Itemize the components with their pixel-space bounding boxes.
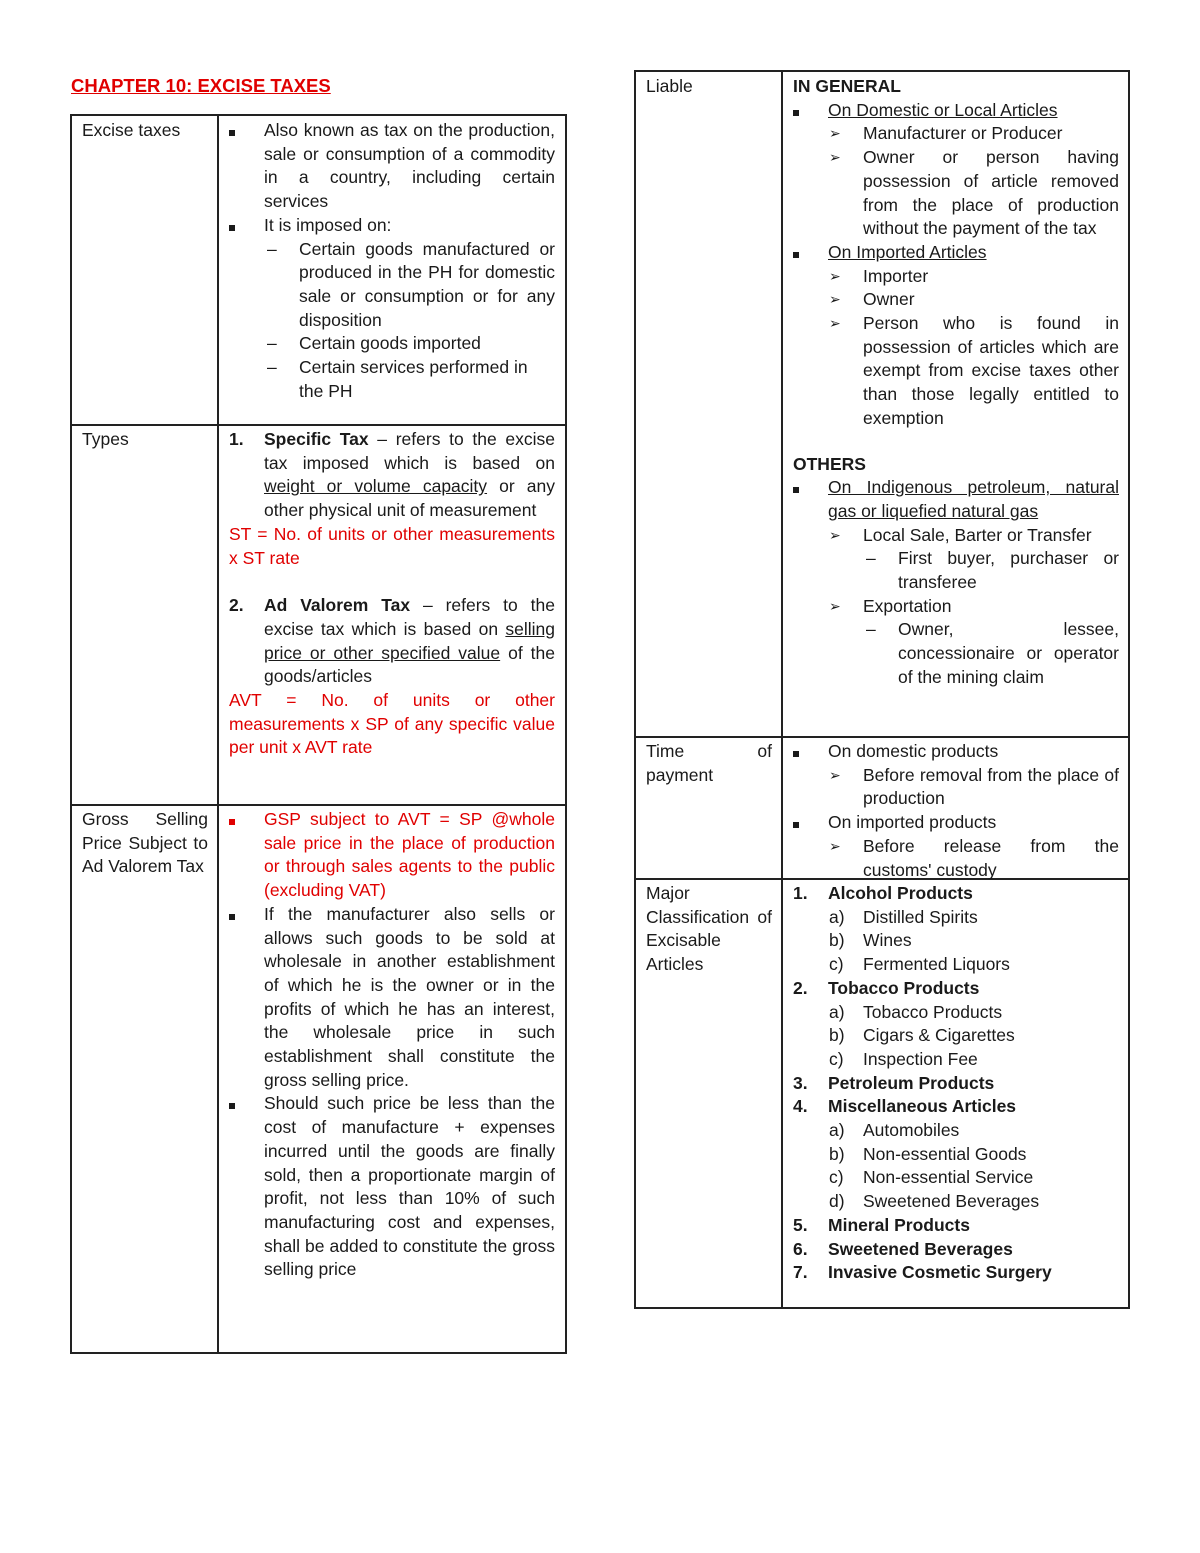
bullet-icon	[229, 914, 235, 920]
imposed-item: Certain goods manufactured or produced in the PH for domestic sale or consumption or for any disposition	[299, 238, 555, 330]
bullet-icon	[793, 751, 799, 757]
arrow-bullet-icon: ➢	[829, 149, 841, 166]
liable-label: Liable	[646, 76, 693, 96]
left-table	[70, 114, 567, 1354]
arrow-bullet-icon: ➢	[829, 526, 841, 543]
classification-title: Miscellaneous Articles	[828, 1096, 1017, 1117]
classification-subitem: a) Distilled Spirits	[829, 906, 978, 927]
avt-formula: AVT = No. of units or other measurements x SP of any specific value per unit x AVT rate	[229, 690, 555, 758]
bullet-icon	[229, 1103, 235, 1109]
classification-title: Mineral Products	[828, 1214, 970, 1235]
liable-content: IN GENERAL On Domestic or Local Articles ➢ Manufacturer or Producer ➢ Owner or person having possession of article removed from the place of production without the payment of the tax On Imported Articles ➢ Importer ➢ Owner ➢ Person who is found in possession of articles which are exempt from excise taxes other than those legally entitled to exemption OTHERS On Indigenous petroleum, natural gas or liquefied natural gas ➢ Local Sale, Barter or Transfer – First buyer, purchaser or transferee ➢ Exportation – Owner, lessee, concessionaire or operator of the mining claim	[793, 76, 1119, 687]
classification-item: 4. Miscellaneous Articles	[793, 1096, 1017, 1117]
arrow-bullet-icon: ➢	[829, 291, 841, 308]
classification-title: Tobacco Products	[828, 977, 980, 998]
bullet-icon	[793, 822, 799, 828]
classification-subitem: b) Wines	[829, 930, 912, 951]
bullet-icon	[229, 819, 235, 825]
time-of-payment-content: On domestic products ➢ Before removal from the place of production On imported products ➢ Before release from the customs' custody	[793, 740, 1119, 882]
classification-title: Invasive Cosmetic Surgery	[828, 1262, 1052, 1283]
classification-subitem: d) Sweetened Beverages	[829, 1191, 1040, 1212]
types-content: 1. Specific Tax – refers to the excise tax imposed which is based on weight or volume capacity or any other physical unit of measurement ST = No. of units or other measurements x ST rate 2. Ad Valorem Tax – refers to the excise tax which is based on selling price or other specified value of the goods/articles AVT = No. of units or other measurements x SP of any specific value per unit x AVT rate	[229, 428, 555, 760]
classification-subitem: c) Inspection Fee	[829, 1048, 978, 1069]
excise-taxes-content: Also known as tax on the production, sale or consumption of a commodity in a country, including certain services It is imposed on: – Certain goods manufactured or produced in the PH for domestic sale or consumption or for any disposition – Certain goods imported – Certain services performed in the PH	[229, 119, 555, 403]
gsp-formula: GSP subject to AVT = SP @whole sale price in the place of production or through sales agents to the public (excluding VAT)	[264, 809, 555, 901]
classification-title: Petroleum Products	[828, 1072, 995, 1093]
bullet-icon	[793, 110, 799, 116]
imposed-item: Certain services performed in the PH	[299, 357, 528, 401]
chapter-title: CHAPTER 10: EXCISE TAXES	[71, 75, 331, 96]
bullet-icon	[793, 487, 799, 493]
classification-subitem: c) Fermented Liquors	[829, 954, 1010, 975]
classification-item: 6. Sweetened Beverages	[793, 1238, 1013, 1259]
arrow-bullet-icon: ➢	[829, 315, 841, 332]
imposed-item: Certain goods imported	[299, 333, 481, 354]
bullet-icon	[229, 225, 235, 231]
arrow-bullet-icon: ➢	[829, 766, 841, 783]
major-classification-list	[793, 882, 1119, 1285]
arrow-bullet-icon: ➢	[829, 837, 841, 854]
right-table	[634, 70, 1130, 1309]
classification-subitem: c) Non-essential Service	[829, 1167, 1034, 1188]
classification-item: 3. Petroleum Products	[793, 1072, 995, 1093]
classification-item: 5. Mineral Products	[793, 1214, 970, 1235]
imposed-on-label: It is imposed on:	[264, 214, 392, 235]
classification-subitem: b) Non-essential Goods	[829, 1143, 1027, 1164]
types-label: Types	[82, 429, 129, 449]
classification-item: 2. Tobacco Products	[793, 977, 980, 998]
classification-subitem: b) Cigars & Cigarettes	[829, 1025, 1015, 1046]
gsp-label: Gross Selling Price Subject to Ad Valorem Tax	[82, 809, 208, 877]
ad-valorem-term: Ad Valorem Tax	[264, 595, 411, 616]
st-formula: ST = No. of units or other measurements x ST rate	[229, 523, 555, 568]
gsp-content: GSP subject to AVT = SP @whole sale price in the place of production or through sales agents to the public (excluding VAT) If the manufacturer also sells or allows such goods to be sold at wholesale in another establishment of which he is the owner or in the profits of which he has an interest, the wholesale price in such establishment shall constitute the gross selling price. Should such price be less than the cost of manufacture + expenses incurred until the goods are finally sold, then a proportionate margin of profit, not less than 10% of such manufacturing cost and expenses, shall be added to constitute the gross selling price	[229, 808, 555, 1282]
arrow-bullet-icon: ➢	[829, 267, 841, 284]
specific-tax-term: Specific Tax	[264, 429, 369, 449]
others-heading: OTHERS	[793, 453, 866, 474]
classification-title: Alcohol Products	[828, 883, 973, 903]
bullet-icon	[793, 252, 799, 258]
in-general-heading: IN GENERAL	[793, 76, 901, 96]
arrow-bullet-icon: ➢	[829, 125, 841, 142]
classification-item: 7. Invasive Cosmetic Surgery	[793, 1262, 1052, 1283]
classification-item: 1. Alcohol Products	[793, 883, 973, 903]
arrow-bullet-icon: ➢	[829, 597, 841, 614]
classification-subitem: a) Tobacco Products	[829, 1001, 1003, 1022]
major-classification-label: Major Classification of Excisable Articles	[646, 883, 772, 975]
excise-taxes-label: Excise taxes	[82, 120, 181, 140]
bullet-icon	[229, 130, 235, 136]
classification-title: Sweetened Beverages	[828, 1238, 1013, 1259]
classification-subitem: a) Automobiles	[829, 1120, 960, 1141]
time-of-payment-label: Time of payment	[646, 741, 772, 785]
excise-definition: Also known as tax on the production, sale or consumption of a commodity in a country, including certain services	[264, 120, 555, 212]
